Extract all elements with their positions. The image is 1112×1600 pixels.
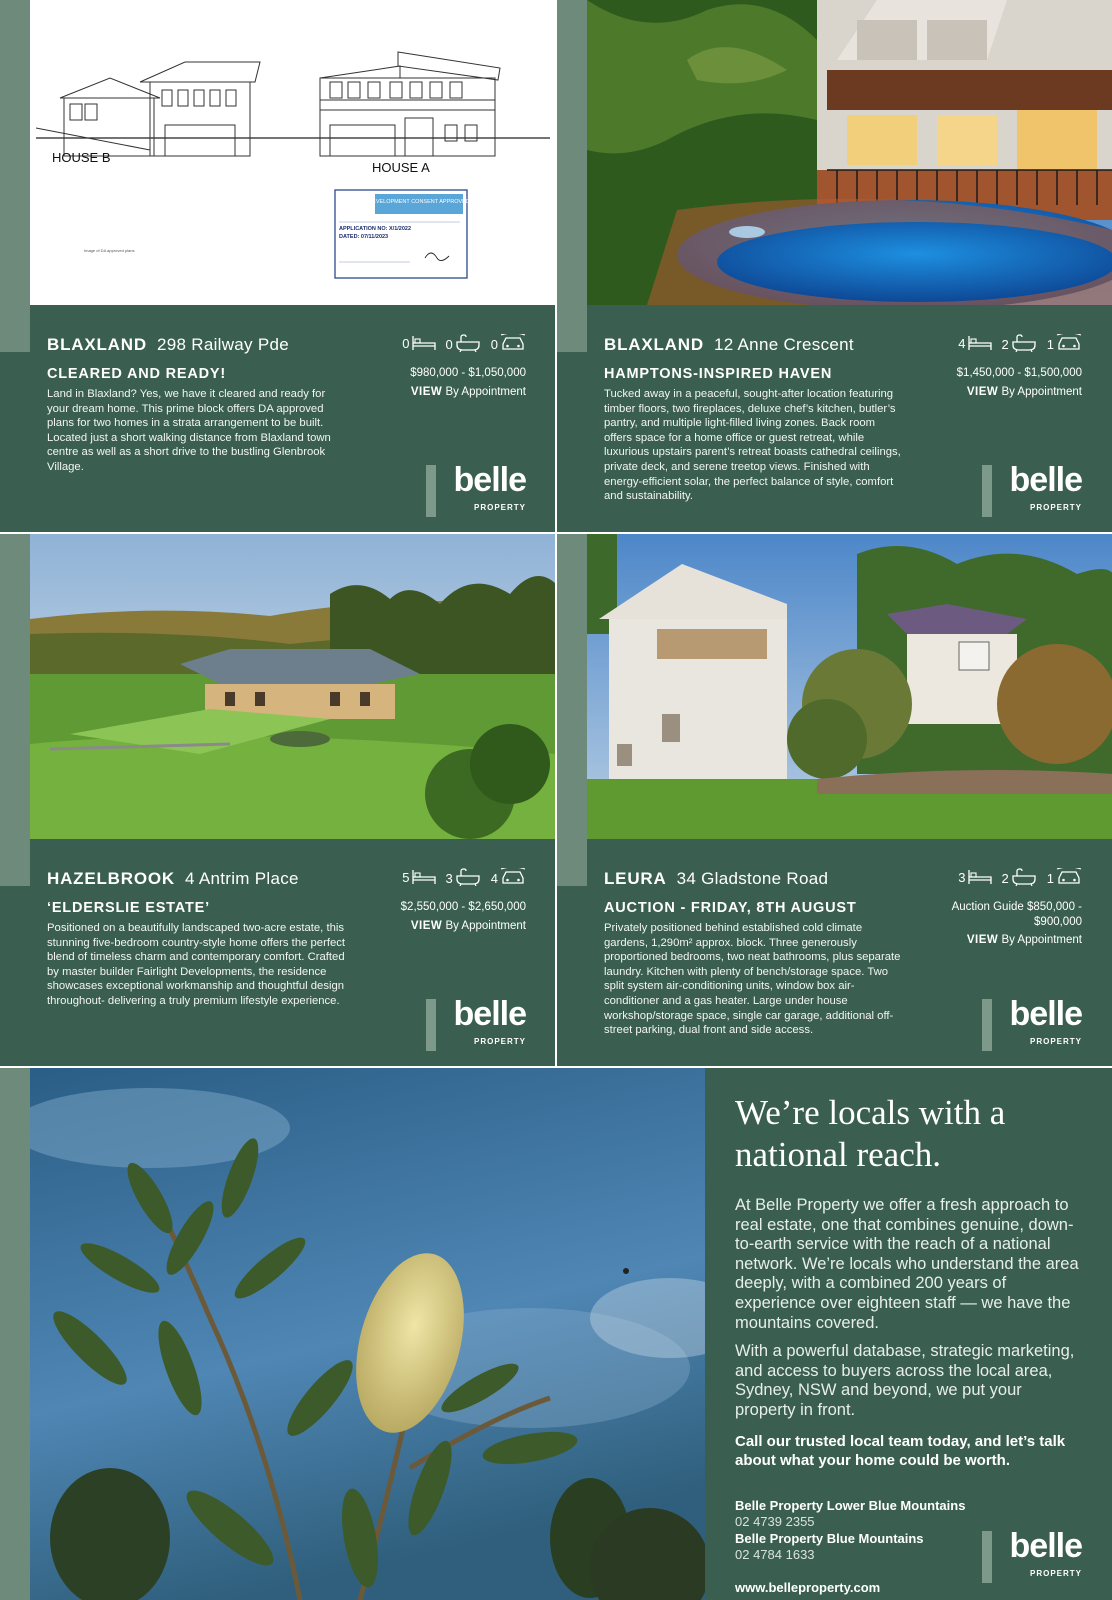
car-icon — [500, 334, 526, 352]
listing-headline: CLEARED AND READY! — [47, 366, 227, 382]
listing-view: VIEW By Appointment — [410, 920, 526, 932]
stamp-application: APPLICATION NO: X/1/2022 — [339, 226, 412, 232]
office-contact-blue-mountains: Belle Property Blue Mountains 02 4784 1633 — [735, 1531, 924, 1562]
listing-features — [402, 334, 526, 352]
plan-label-house-b: HOUSE B — [52, 150, 111, 165]
promo-panel — [705, 1068, 1112, 1600]
promo-call-to-action: Call our trusted local team today, and let’s talk about what your home could be worth. — [735, 1433, 1066, 1469]
plan-caption: Image of DA approved plans — [84, 248, 135, 253]
listing-description: Land in Blaxland? Yes, we have it cleared and ready for your dream home. This prime block offers DA approved plans for two homes in a strata arrangement to be built. Located just a short walking distance from Blaxland town centre as well as a short drive to the bustling Glenbrook Village. — [47, 388, 331, 473]
bed-count: 0 — [402, 335, 435, 351]
bed-count: 4 — [958, 335, 991, 351]
listing-description: Privately positioned behind established cold climate gardens, 1,290m² approx. block. Three generously proportioned bedrooms, two neat bathrooms, plus separate laundry. Kitchen with plenty of bench/storage space. Two split system air-conditioning units, window box air-conditioner and a gas heater. Large under house workshop/storage space, single car garage, additional off-street parking, dual front and side access. — [604, 922, 901, 1037]
listing-view: VIEW By Appointment — [966, 386, 1082, 398]
listing-description: Tucked away in a peaceful, sought-after location featuring timber floors, two fireplaces, deluxe chef’s kitchen, butler’s pantry, and multiple light-filled living zones. Back room offers space for a home office or guest retreat, while luxurious upstairs parent’s retreat boasts cathedral ceilings, private deck, and serene treetop views. Finished with energy-efficient solar, the perfect balance of style, comfort and sustainability. — [604, 388, 901, 503]
listing-address: LEURA 34 Gladstone Road — [604, 869, 829, 888]
listing-address: BLAXLAND 298 Railway Pde — [47, 335, 290, 354]
listing-card-blaxland-railway[interactable] — [0, 0, 556, 532]
promo-tagline: We’re locals with a national reach. — [735, 1093, 1006, 1174]
phone-link[interactable]: 02 4784 1633 — [735, 1547, 815, 1562]
listing-photo-plans — [30, 0, 556, 305]
bath-count: 2 — [1002, 334, 1037, 352]
car-count: 4 — [491, 868, 526, 886]
bed-icon — [412, 335, 436, 351]
listing-headline: HAMPTONS-INSPIRED HAVEN — [604, 366, 833, 382]
car-count: 1 — [1047, 334, 1082, 352]
bath-icon — [1011, 334, 1037, 352]
bath-count: 0 — [446, 334, 481, 352]
listing-view: VIEW By Appointment — [410, 386, 526, 398]
accent-strip — [557, 534, 587, 886]
listing-features — [402, 868, 526, 886]
listing-price: $1,450,000 - $1,500,000 — [956, 367, 1082, 379]
bath-count: 2 — [1002, 868, 1037, 886]
car-icon — [500, 868, 526, 886]
accent-strip — [0, 1068, 30, 1600]
listing-features — [958, 868, 1082, 886]
plan-label-house-a: HOUSE A — [372, 160, 430, 175]
belle-logo: belle PROPERTY — [982, 465, 1082, 519]
listing-view: VIEW By Appointment — [966, 934, 1082, 946]
listing-price: $980,000 - $1,050,000 — [410, 367, 526, 379]
bed-count: 3 — [958, 869, 991, 885]
car-icon — [1056, 334, 1082, 352]
listing-photo-estate — [30, 534, 556, 839]
bed-icon — [968, 335, 992, 351]
promo-paragraph-2: With a powerful database, strategic marketing, and access to buyers across the local area, Sydney, NSW and beyond, we put your property in front. — [735, 1342, 1075, 1419]
phone-link[interactable]: 02 4739 2355 — [735, 1514, 815, 1529]
bed-icon — [412, 869, 436, 885]
stamp-title: DEVELOPMENT CONSENT APPROVED — [368, 199, 470, 205]
listing-address: BLAXLAND 12 Anne Crescent — [604, 335, 854, 354]
listing-price: Auction Guide $850,000 - $900,000 — [951, 901, 1082, 928]
bath-icon — [455, 334, 481, 352]
listing-features — [958, 334, 1082, 352]
belle-logo: belle PROPERTY — [426, 465, 526, 519]
bed-count: 5 — [402, 869, 435, 885]
website-link[interactable]: www.belleproperty.com — [735, 1580, 881, 1595]
belle-logo: belle PROPERTY — [982, 999, 1082, 1053]
accent-strip — [0, 0, 30, 352]
listing-headline: ‘ELDERSLIE ESTATE’ — [47, 900, 210, 916]
banksia-photo — [30, 1068, 705, 1600]
listing-headline: AUCTION - FRIDAY, 8TH AUGUST — [604, 900, 857, 916]
car-count: 1 — [1047, 868, 1082, 886]
listing-photo-cottage — [587, 534, 1112, 839]
accent-strip — [557, 0, 587, 352]
belle-logo: belle PROPERTY — [982, 1531, 1082, 1585]
bath-icon — [455, 868, 481, 886]
bed-icon — [968, 869, 992, 885]
listing-photo-pool-house — [587, 0, 1112, 305]
accent-strip — [0, 534, 30, 886]
listing-card-blaxland-anne[interactable] — [557, 0, 1112, 532]
promo-paragraph-1: At Belle Property we offer a fresh approach to real estate, one that combines genuine, down-to-earth service with the reach of a national network. We’re locals who understand the area deeply, with a combined 200 years of experience over eighteen staff — we have the mountains covered. — [735, 1196, 1079, 1332]
listing-description: Positioned on a beautifully landscaped two-acre estate, this stunning five-bedroom country-style home offers the perfect blend of timeless charm and contemporary comfort. Crafted by master builder Fairlight Developments, the residence showcases exceptional workmanship and thoughtful design throughout- delivering a truly premium lifestyle experience. — [47, 922, 346, 1007]
bath-icon — [1011, 868, 1037, 886]
car-icon — [1056, 868, 1082, 886]
office-contact-lower-blue-mountains: Belle Property Lower Blue Mountains 02 4739 2355 — [735, 1498, 966, 1529]
promo-section — [0, 1068, 1112, 1600]
car-count: 0 — [491, 334, 526, 352]
listing-card-leura[interactable] — [557, 534, 1112, 1066]
belle-logo: belle PROPERTY — [426, 999, 526, 1053]
row-divider — [0, 532, 1112, 534]
listing-address: HAZELBROOK 4 Antrim Place — [47, 869, 299, 888]
bath-count: 3 — [446, 868, 481, 886]
listing-price: $2,550,000 - $2,650,000 — [400, 901, 526, 913]
stamp-date: DATED: 07/11/2023 — [339, 234, 389, 240]
listing-card-hazelbrook[interactable] — [0, 534, 556, 1066]
